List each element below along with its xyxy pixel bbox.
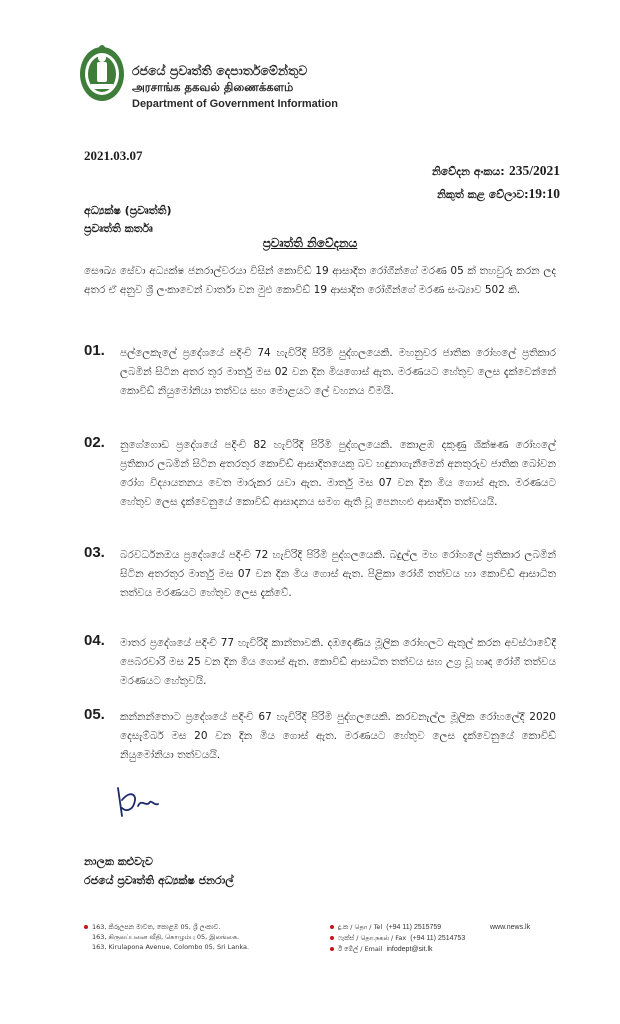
item-text: නුගේගොඩ ප්‍රදේශයේ පදිංචි 82 හැවිරිදි පිරිමි පුද්ගලයෙකි. කොළඹ දකුණු ශික්ෂණ රෝහලේ ප්‍රතිකාර ලබමින් සිටින අතරතුර කොවිඩ් ආසාදිතයෙකු බව හඳුනාගැනීමෙන් අනතුරුව ජාතික බෝවන රෝග විද්‍යායතනය වෙත මාරුකර යවා ඇත. මාර්තු මස 07 වන දින මිය ගොස් ඇත. මරණයට හේතුව ලෙස දැක්වෙනුයේ කොවිඩ් ආසාදනය සමග ඇති වූ පෙනහළු ආසාදිත තත්වයයි. [120,439,556,508]
website-link[interactable]: www.news.lk [490,924,531,931]
reference-number-row [432,160,560,183]
bullet-icon [84,925,88,929]
department-name-tamil: அரசாங்க தகவல் திணைக்களம் [132,80,294,94]
email-value: infodept@sit.lk [386,946,433,953]
tel-value: (+94 11) 2515759 [386,924,442,931]
address-sinhala: 163, කිරුලපන මාවත, කොළඹ 05, ශ්‍රී ලංකාව. [92,923,221,931]
item-number: 01. [84,342,105,359]
bullet-icon [330,925,334,929]
item-text: බරවර්ධනඔය ප්‍රදේශයේ පදිංචි 72 හැවිරිදි පිරිමි පුද්ගලයෙකි. බදුල්ල මහ රෝහලේ ප්‍රතිකාර ලබමින් සිටින අතරතුර මාර්තු මස 07 වන දින මිය ගොස් ඇත. පිළිකා රෝගී තත්වය හා කොවිඩ් ආසාධිත තත්වය මරණයට හේතුව ලෙස දැක්වේ. [120,549,556,599]
footer-address [84,922,249,952]
fax-value: (+94 11) 2514753 [410,935,466,942]
page-title: ප්‍රවෘත්ති නිවේදනය [262,236,358,250]
addressee-line-2: ප්‍රවෘත්ති කර්තෘ [84,222,153,235]
issued-time-label: නිකුත් කළ වේලාව: [437,188,529,201]
item-text: මාතර ප්‍රදේශයේ පදිංචි 77 හැවිරිදි කාන්තාවකි. දඹදෙණිය මූලික රෝහලට ඇතුල් කරන අවස්ථාවේදී පෙබරවාරි මස 25 වන දින මිය ගොස් ඇත. කොවිඩ් ආසාධිත තත්වය සහ උග්‍ර වූ හෘද රෝගී තත්වය මරණයට හේතුවයි. [120,637,556,687]
issue-date: 2021.03.07 [84,148,143,163]
government-emblem-icon [78,44,126,104]
signatory [84,852,234,890]
handwritten-signature [112,780,172,820]
reference-label: නිවේදන අංකය: [431,165,505,178]
bullet-icon [330,936,334,940]
addressee [84,202,172,238]
department-name [132,62,338,113]
intro-paragraph: සෞඛ්‍ය සේවා අධ්‍යක්ෂ ජනරාල්වරයා විසින් කොවිඩ් 19 ආසාදිත රෝගීන්ගේ මරණ 05 ක් තහවුරු කරන ලද අතර ඒ අනුව ශ්‍රී ලංකාවෙන් වාර්තා වන මුළු කොවිඩ් 19 ආසාදිත රෝගීන්ගේ මරණ සංඛ්‍යාව 502 කි. [84,265,556,296]
fax-label: ෆැක්ස් / தொ.நகல் / Fax [338,934,407,942]
address-tamil: 163, கிருலப்பனை வீதி, கொழும்பு 05, இலங்கை. [92,933,240,941]
department-name-sinhala: රජයේ ප්‍රවෘත්ති දෙපාර්තමේන්තුව [132,63,308,78]
issued-time-row [432,183,560,206]
footer-contacts [330,922,465,955]
email-label: ඊ මේල් / Email [338,945,383,953]
item-text: කන්නන්තොට ප්‍රදේශයේ පදිංචි 67 හැවිරිදි පිරිමි පුද්ගලයෙකි. කරවනැල්ල මූලික රෝහලේදී 2020 දෙසැම්බර් මස 20 වන දින මිය ගොස් ඇත. මරණයට හේතුව ලෙස දැක්වෙනුයේ කොවිඩ් නියුමෝනියා තත්වයයි. [120,711,556,761]
item-number: 05. [84,706,105,723]
item-number: 03. [84,544,105,561]
addressee-line-1: අධ්‍යක්ෂ (ප්‍රවෘත්ති) [84,204,172,217]
item-text: පල්ලෙකැලේ ප්‍රදේශයේ පදිංචි 74 හැවිරිදි පිරිමි පුද්ගලයෙකි. මහනුවර ජාතික රෝහලේ ප්‍රතිකාර ලබමින් සිටින අතර තුර මාර්තු මස 02 වන දින මියගොස් ඇත. මරණයට හේතුව ලෙස දැක්වෙන්නේ කොවිඩ් නියුමෝනියා තත්වය සහ මොළයට ලේ වහනය වීමයි. [120,347,556,397]
item-number: 02. [84,434,105,451]
reference-value: 235/2021 [508,163,560,178]
bullet-icon [330,947,334,951]
reference-block [432,160,560,206]
department-name-english: Department of Government Information [132,98,338,110]
signatory-name: නාලක කළුවැව [84,855,153,868]
item-number: 04. [84,632,105,649]
signatory-title: රජයේ ප්‍රවෘත්ති අධ්‍යක්ෂ ජනරාල් [84,874,234,887]
tel-label: දු.ක / தொ / Tel [338,923,383,931]
issued-time-value: 19:10 [528,186,560,201]
address-english: 163, Kirulapona Avenue, Colombo 05, Sri Lanka. [92,943,250,951]
